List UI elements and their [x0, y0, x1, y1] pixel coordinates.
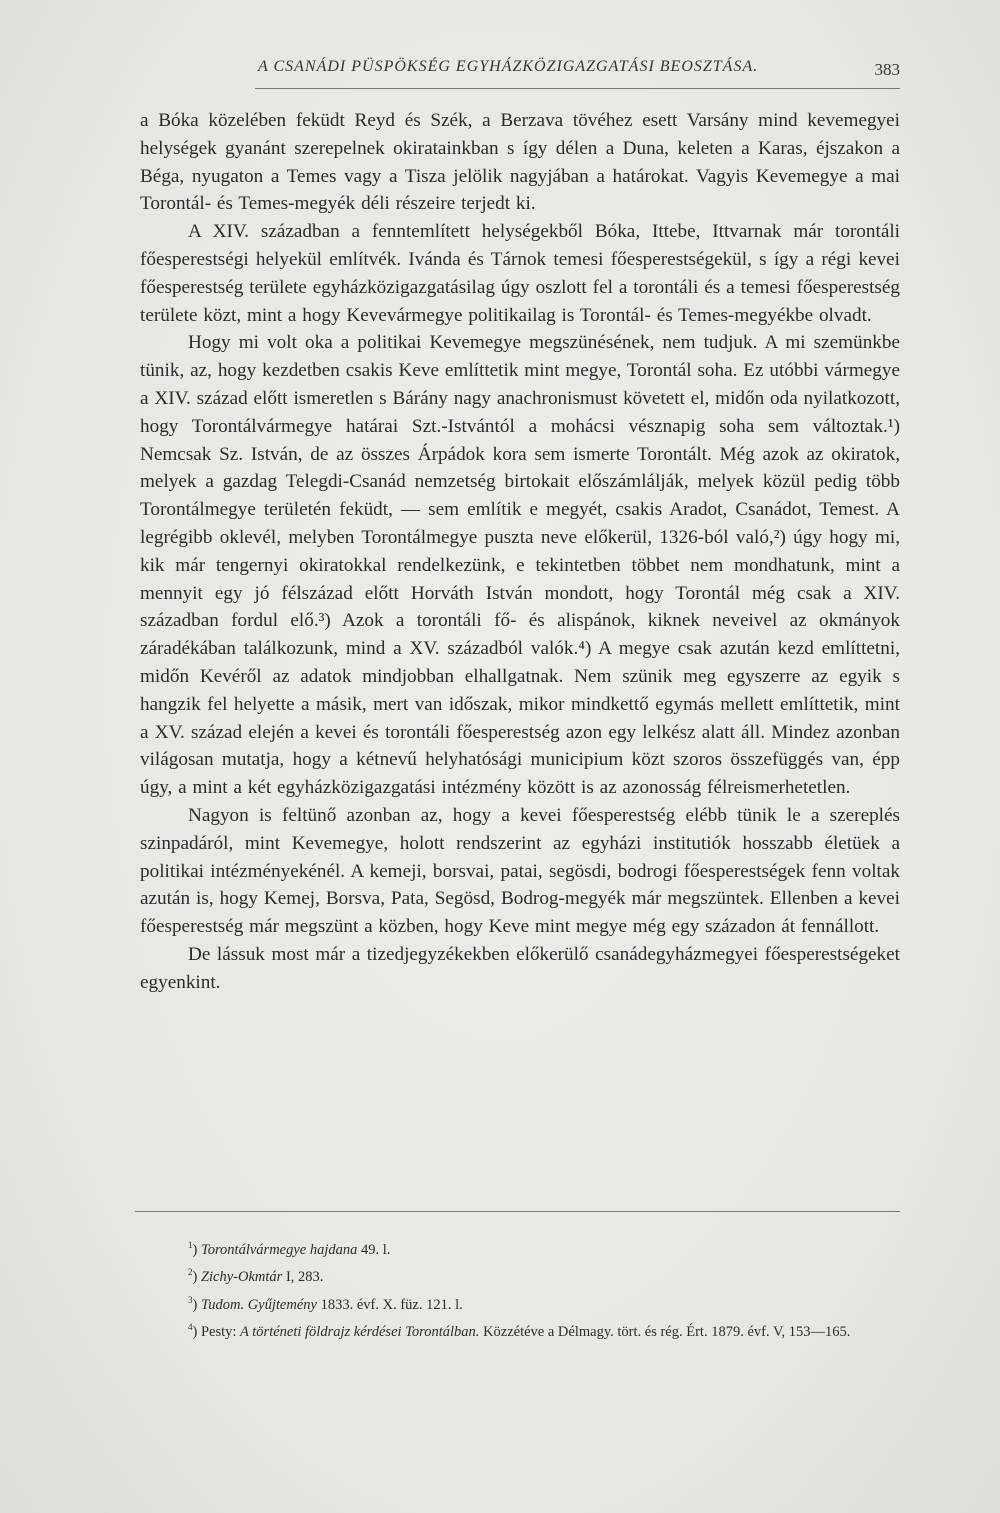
footnote-detail: I, 283.: [282, 1269, 324, 1286]
running-title: A CSANÁDI PÜSPÖKSÉG EGYHÁZKÖZIGAZGATÁSI BEOSZTÁSA.: [258, 58, 759, 75]
footnote: $^4$) Pesty: A történeti földrajz kérdései Torontálban. Közzétéve a Délmagy. tört. és rég. Ért. 1879. évf. V, 153—165.: [188, 1321, 851, 1340]
footnote-source: Tudom. Gyűjtemény: [200, 1296, 317, 1313]
page-header: [140, 56, 900, 86]
body-text: [140, 107, 900, 997]
footnote-mark: 1: [188, 1240, 193, 1250]
footnote: $^1$) Torontálvármegye hajdana 49. l.: [188, 1240, 391, 1258]
footnote-mark: 3: [188, 1294, 193, 1305]
paragraph: a Bóka közelében feküdt Reyd és Szék, a Berzava tövéhez esett Varsány mind kevemegyei helységek gyanánt szerepelnek okiratainkban s így délen a Duna, keleten a Karas, éjszakon a Béga, nyugaton a Temes vagy a Tisza jelölik nagyjában a határokat. Vagyis Kevemegye a mai Torontál- és Temes-megyék déli részeire terjedt ki.: [140, 110, 900, 215]
paragraph: De lássuk most már a tizedjegyzékekben előkerülő csanádegyházmegyei főesperestségeket egyenkint.: [140, 943, 900, 993]
header-rule: [255, 88, 900, 89]
footnote-detail: 1833. évf. X. füz. 121. l.: [316, 1296, 463, 1313]
footnote-detail: Közzétéve a Délmagy. tört. és rég. Ért. 1879. évf. V, 153—165.: [479, 1323, 851, 1340]
footnote-author: Pesty:: [200, 1323, 241, 1340]
paragraph: Hogy mi volt oka a politikai Kevemegye megszünésének, nem tudjuk. A mi szemünkbe tünik, az, hogy kezdetben csakis Keve említtetik mint megye, Torontál soha. Ez utóbbi vármegye a XIV. század előtt ismeretlen s Bárány nagy anachronismust követett el, midőn oda nyilatkozott, hogy Torontálvármegye határai Szt.-Istvántól a mohácsi vésznapig soha sem változtak.¹) Nemcsak Sz. István, de az összes Árpádok kora sem ismerte Torontált. Még azok az okiratok, melyek a gazdag Telegdi-Csanád nemzetség birtokait előszámlálják, melyek közül pedig több Torontálmegye területén feküdt, — sem említik e megyét, csakis Aradot, Csanádot, Temest. A legrégibb oklevél, melyben Torontálmegye puszta neve előkerül, 1326-ból való,²) úgy hogy mi, kik már tengernyi okiratokkal rendelkezünk, e tekintetben többet nem mondhatunk, mint a mennyit egy jó félszázad előtt Horváth István mondott, hogy Torontál még csak a XIV. században fordul elő.³) Azok a torontáli fő- és alispánok, kiknek neveivel az okmányok záradékában találkozunk, mind a XV. századból valók.⁴) A megye csak azután kezd említtetni, midőn Kevéről az adatok mindjobban elhallgatnak. Nem szünik meg egyszerre az egyik s hangzik fel helyette a másik, mert van időszak, mikor mindkettő egymás mellett említtetik, mint a XV. század elején a kevei és torontáli főesperestség azon egy lelkész alatt áll. Mindez azonban világosan mutatja, hogy a kétnevű helyhatósági municipium közt szoros összefüggés van, épp úgy, a mint a két egyházközigazgatási intézmény között is az azonosság félreismerhetetlen.: [140, 332, 900, 799]
paragraph: Nagyon is feltünő azonban az, hogy a kevei főesperestség elébb tünik le a szereplés szinpadáról, mint Kevemegye, holott rendszerint az egyházi institutiók hosszabb életüek a politikai intézményekénél. A kemeji, borsvai, patai, segösdi, bodrogi főesperestségek fenn voltak azután is, hogy Kemej, Borsva, Pata, Segösd, Bodrog-megyék már megszüntek. Ellenben a kevei főesperestség már megszünt a közben, hogy Keve mint megye még egy századon át fennállott.: [140, 804, 900, 938]
footnote-source: Torontálvármegye hajdana: [200, 1241, 358, 1258]
paragraph: A XIV. században a fenntemlített helységekből Bóka, Ittebe, Ittvarnak már torontáli főesperestségi helyekül említvék. Ivánda és Tárnok temesi főesperestségekül, s így a régi kevei főesperestség területe egyházközigazgatásilag úgy oszlott fel a torontáli és a temesi főesperestség területe közt, mint a hogy Kevevármegye politikailag is Torontál- és Temes-megyékbe olvadt.: [140, 221, 900, 326]
footnote-mark: 4: [188, 1321, 193, 1332]
footnote-mark: 2: [188, 1267, 193, 1278]
footnote-source: A történeti földrajz kérdései Torontálban.: [240, 1323, 480, 1340]
footnote-rule: [135, 1211, 900, 1212]
footnote-detail: 49. l.: [357, 1241, 391, 1258]
page-number: 383: [874, 60, 900, 79]
footnote: $^2$) Zichy-Okmtár I, 283.: [188, 1267, 324, 1286]
footnote-source: Zichy-Okmtár: [200, 1269, 283, 1286]
footnotes: [140, 1234, 900, 1343]
footnote: $^3$) Tudom. Gyűjtemény 1833. évf. X. füz. 121. l.: [188, 1294, 463, 1313]
